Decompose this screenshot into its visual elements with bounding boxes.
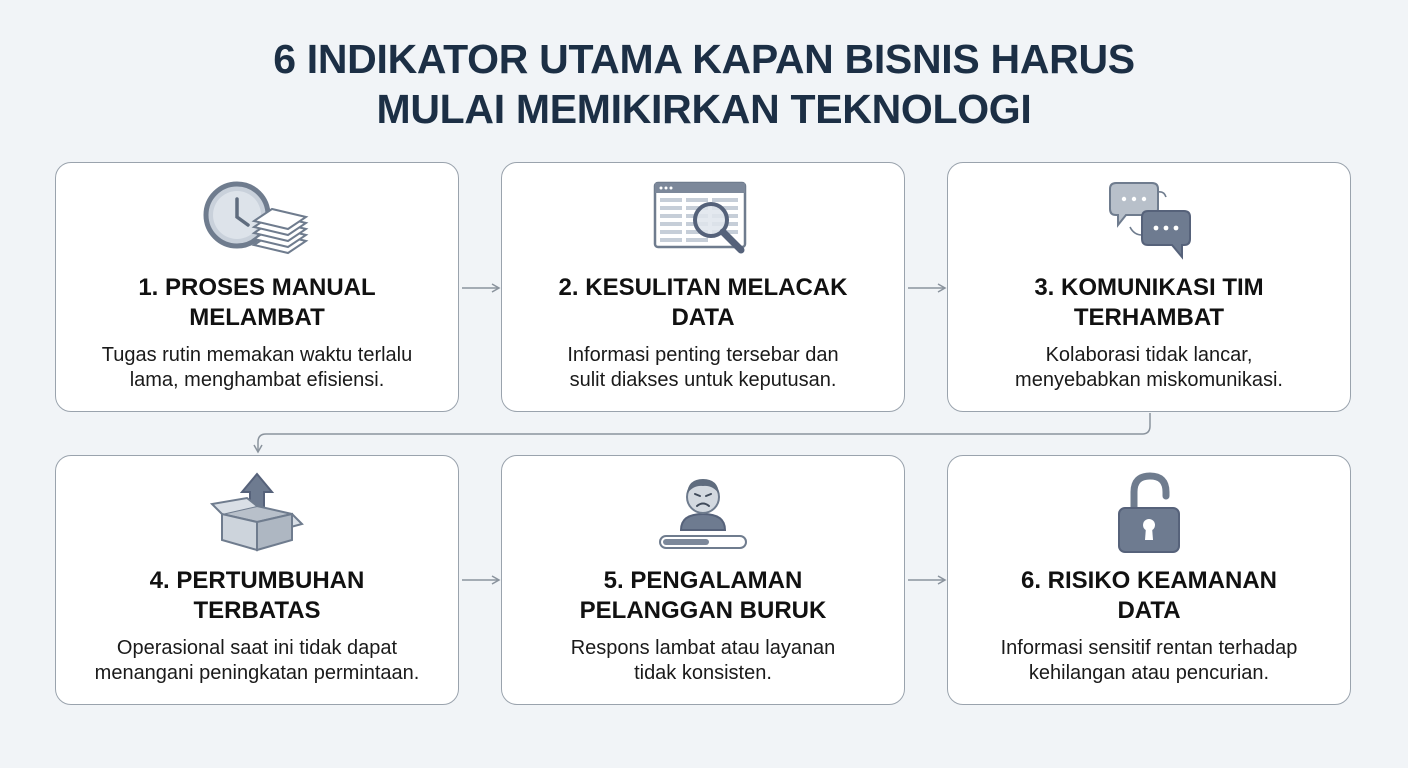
card-title <box>958 566 1340 626</box>
card-desc-line: Kolaborasi tidak lancar, <box>1045 344 1253 366</box>
title-line-1: 6 INDIKATOR UTAMA KAPAN BISNIS HARUS <box>273 36 1135 82</box>
card-desc-line: Informasi sensitif rentan terhadap <box>1000 637 1298 659</box>
chat-bubbles-icon <box>948 177 1350 267</box>
magnifier-spreadsheet-icon <box>502 177 904 267</box>
card-title-line: MELAMBAT <box>189 304 325 331</box>
card-description <box>66 343 448 393</box>
card-desc-line: tidak konsisten. <box>634 662 772 684</box>
clock-papers-icon <box>56 177 458 267</box>
card-desc-line: Informasi penting tersebar dan <box>567 344 839 366</box>
card-title <box>958 273 1340 333</box>
card-description <box>512 343 894 393</box>
card-description <box>66 636 448 686</box>
indicator-card-4 <box>55 455 459 705</box>
card-title <box>512 273 894 333</box>
card-desc-line: Operasional saat ini tidak dapat <box>116 637 398 659</box>
open-padlock-icon <box>948 470 1350 560</box>
card-title-line: 2. KESULITAN MELACAK <box>558 274 848 301</box>
card-title <box>512 566 894 626</box>
card-title-line: 6. RISIKO KEAMANAN <box>1020 567 1278 594</box>
indicator-card-2 <box>501 162 905 412</box>
indicator-card-3 <box>947 162 1351 412</box>
card-title-line: 4. PERTUMBUHAN <box>149 567 365 594</box>
card-desc-line: sulit diakses untuk keputusan. <box>569 369 837 391</box>
card-title-line: DATA <box>671 304 735 331</box>
indicator-card-1 <box>55 162 459 412</box>
indicator-card-5 <box>501 455 905 705</box>
card-title-line: TERHAMBAT <box>1073 304 1225 331</box>
card-desc-line: Respons lambat atau layanan <box>570 637 836 659</box>
indicator-card-6 <box>947 455 1351 705</box>
card-title-line: 3. KOMUNIKASI TIM <box>1034 274 1264 301</box>
card-title <box>66 273 448 333</box>
card-title-line: DATA <box>1117 597 1181 624</box>
card-title-line: TERBATAS <box>193 597 321 624</box>
card-title-line: 1. PROSES MANUAL <box>138 274 376 301</box>
card-desc-line: Tugas rutin memakan waktu terlalu <box>101 344 413 366</box>
card-description <box>958 343 1340 393</box>
card-desc-line: lama, menghambat efisiensi. <box>129 369 385 391</box>
card-desc-line: menyebabkan miskomunikasi. <box>1015 369 1283 391</box>
card-description <box>512 636 894 686</box>
card-title-line: PELANGGAN BURUK <box>579 597 827 624</box>
card-desc-line: kehilangan atau pencurian. <box>1028 662 1270 684</box>
box-arrow-up-icon <box>56 470 458 560</box>
card-description <box>958 636 1340 686</box>
card-title-line: 5. PENGALAMAN <box>603 567 803 594</box>
card-desc-line: menangani peningkatan permintaan. <box>94 662 420 684</box>
card-title <box>66 566 448 626</box>
frustrated-user-loading-icon <box>502 470 904 560</box>
arrow-3-to-4 <box>258 413 1150 452</box>
title-line-2: MULAI MEMIKIRKAN TEKNOLOGI <box>376 86 1032 132</box>
